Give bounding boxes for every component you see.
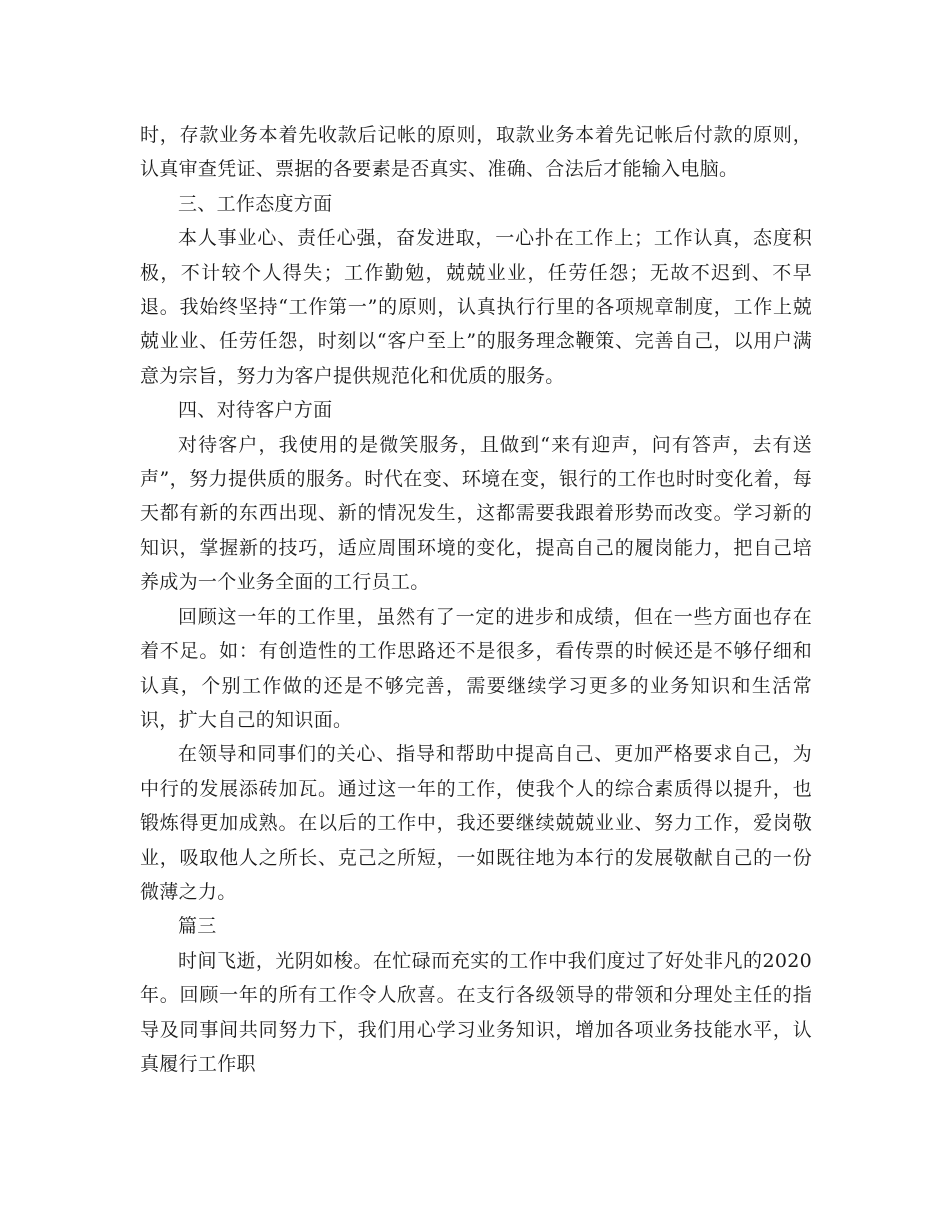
section-heading-work-attitude: 三、工作态度方面 [178, 192, 333, 215]
paragraph-customers: 对待客户，我使用的是微笑服务，且做到“来有迎声，问有答声，去有送声”，努力提供质的服务。时代在变、环境在变，银行的工作也时时变化着，每天都有新的东西出现、新的情况发生，这都需要我跟着形势而改变。学习新的知识，掌握新的技巧，适应周围环境的变化，提高自己的履岗能力，把自己培养成为一个业务全面的工行员工。 [140, 433, 812, 594]
section-heading-customers: 四、对待客户方面 [178, 399, 333, 422]
document-body [140, 118, 812, 1081]
paragraph-outlook: 在领导和同事们的关心、指导和帮助中提高自己、更加严格要求自己，为中行的发展添砖加瓦。通过这一年的工作，使我个人的综合素质得以提升，也锻炼得更加成熟。在以后的工作中，我还要继续兢兢业业、努力工作，爱岗敬业，吸取他人之所长、克己之所短，一如既往地为本行的发展敬献自己的一份微薄之力。 [140, 743, 812, 903]
paragraph-work-attitude: 本人事业心、责任心强，奋发进取，一心扑在工作上；工作认真，态度积极，不计较个人得失；工作勤勉，兢兢业业，任劳任怨；无故不迟到、不早退。我始终坚持“工作第一”的原则，认真执行行里的各项规章制度，工作上兢兢业业、任劳任怨，时刻以“客户至上”的服务理念鞭策、完善自己，以用户满意为宗旨，努力为客户提供规范化和优质的服务。 [140, 227, 812, 387]
paragraph-continuation: 时，存款业务本着先收款后记帐的原则，取款业务本着先记帐后付款的原则，认真审查凭证、票据的各要素是否真实、准确、合法后才能输入电脑。 [140, 124, 812, 181]
section-heading-part-three: 篇三 [178, 915, 217, 938]
paragraph-review: 回顾这一年的工作里，虽然有了一定的进步和成绩，但在一些方面也存在着不足。如：有创造性的工作思路还不是很多，看传票的时候还是不够仔细和认真，个别工作做的还是不够完善，需要继续学习更多的业务知识和生活常识，扩大自己的知识面。 [140, 605, 812, 731]
paragraph-part-three-intro: 时间飞逝，光阴如梭。在忙碌而充实的工作中我们度过了好处非凡的2020年。回顾一年的所有工作令人欣喜。在支行各级领导的带领和分理处主任的指导及同事间共同努力下，我们用心学习业务知识，增加各项业务技能水平，认真履行工作职 [140, 949, 812, 1075]
